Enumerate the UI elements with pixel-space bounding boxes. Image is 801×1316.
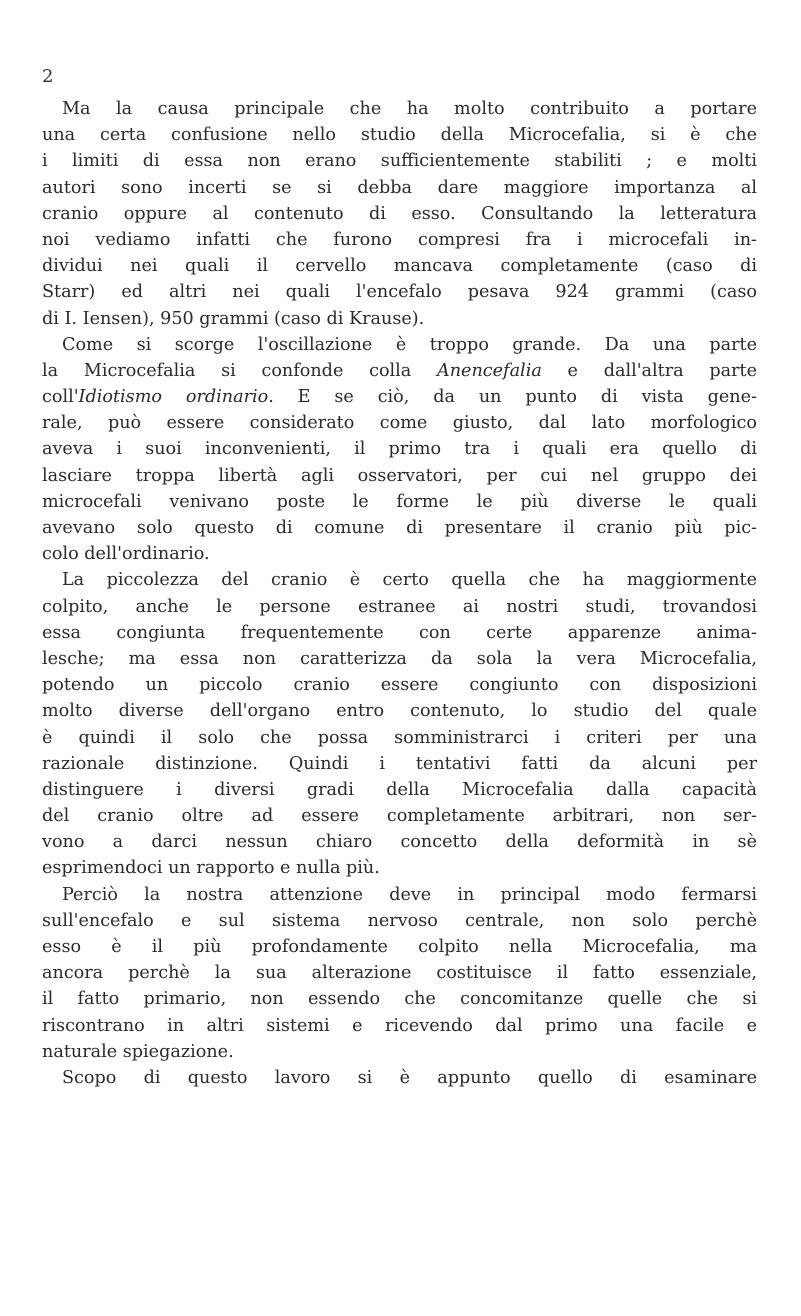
text-line-23: potendo un piccolo cranio essere congiunto con disposizioni xyxy=(42,675,757,696)
text-line-29: vono a darci nessun chiaro concetto della deformità in sè xyxy=(42,832,757,853)
text-line-33: esso è il più profondamente colpito nella Microcefalia, ma xyxy=(42,937,757,957)
text-line-19: La piccolezza del cranio è certo quella che ha maggiormente xyxy=(62,570,757,591)
body-text xyxy=(42,96,757,1091)
text-line-1: Ma la causa principale che ha molto contribuito a portare xyxy=(62,99,757,119)
text-line-4: autori sono incerti se si debba dare maggiore importanza al xyxy=(42,177,757,198)
text-line-11: la Microcefalia si confonde colla Anencefalia e dall'altra parte xyxy=(42,360,757,381)
text-line-25: è quindi il solo che possa somministrarci i criteri per una xyxy=(42,727,757,748)
text-line-18: colo dell'ordinario. xyxy=(42,544,210,565)
text-line-15: lasciare troppa libertà agli osservatori, per cui nel gruppo dei xyxy=(42,465,757,486)
text-line-22: lesche; ma essa non caratterizza da sola la vera Microcefalia, xyxy=(42,648,757,669)
text-line-21: essa congiunta frequentemente con certe apparenze anima- xyxy=(42,622,757,643)
text-line-6: noi vediamo infatti che furono compresi fra i microcefali in- xyxy=(42,229,757,250)
text-line-3: i limiti di essa non erano sufficientemente stabiliti ; e molti xyxy=(42,151,757,172)
text-line-36: riscontrano in altri sistemi e ricevendo dal primo una facile e xyxy=(42,1015,757,1036)
text-line-27: distinguere i diversi gradi della Microcefalia dalla capacità xyxy=(42,779,757,800)
text-line-20: colpito, anche le persone estranee ai nostri studi, trovandosi xyxy=(42,596,757,617)
text-line-14: aveva i suoi inconvenienti, il primo tra i quali era quello di xyxy=(42,439,757,460)
text-line-32: sull'encefalo e sul sistema nervoso centrale, non solo perchè xyxy=(42,910,757,931)
text-line-12: coll'Idiotismo ordinario. E se ciò, da un punto di vista gene- xyxy=(42,387,757,408)
text-line-34: ancora perchè la sua alterazione costituisce il fatto essenziale, xyxy=(42,963,757,984)
text-line-2: una certa confusione nello studio della Microcefalia, si è che xyxy=(42,125,757,146)
text-line-28: del cranio oltre ad essere completamente arbitrari, non ser- xyxy=(42,806,757,827)
text-line-5: cranio oppure al contenuto di esso. Consultando la letteratura xyxy=(42,203,757,224)
text-line-37: naturale spiegazione. xyxy=(42,1041,234,1062)
text-line-10: Come si scorge l'oscillazione è troppo grande. Da una parte xyxy=(62,334,757,355)
italic-term-anencefalia: Anencefalia xyxy=(437,360,542,381)
text-line-7: dividui nei quali il cervello mancava completamente (caso di xyxy=(42,256,757,277)
text-line-31: Perciò la nostra attenzione deve in principal modo fermarsi xyxy=(62,884,757,905)
text-line-13: rale, può essere considerato come giusto, dal lato morfologico xyxy=(42,413,757,434)
text-line-16: microcefali venivano poste le forme le più diverse le quali xyxy=(42,491,757,512)
text-line-8: Starr) ed altri nei quali l'encefalo pesava 924 grammi (caso xyxy=(42,282,757,303)
text-line-9: di I. Iensen), 950 grammi (caso di Krause). xyxy=(42,308,425,329)
text-line-30: esprimendoci un rapporto e nulla più. xyxy=(42,858,380,879)
text-line-24: molto diverse dell'organo entro contenuto, lo studio del quale xyxy=(42,701,757,722)
italic-term-idiotismo: Idiotismo ordinario xyxy=(78,387,269,408)
text-line-17: avevano solo questo di comune di presentare il cranio più pic- xyxy=(42,518,757,538)
text-line-35: il fatto primario, non essendo che concomitanze quelle che si xyxy=(42,989,757,1010)
text-line-26: razionale distinzione. Quindi i tentativi fatti da alcuni per xyxy=(42,753,757,774)
page-number: 2 xyxy=(42,66,54,87)
text-line-38: Scopo di questo lavoro si è appunto quello di esaminare xyxy=(62,1067,757,1088)
